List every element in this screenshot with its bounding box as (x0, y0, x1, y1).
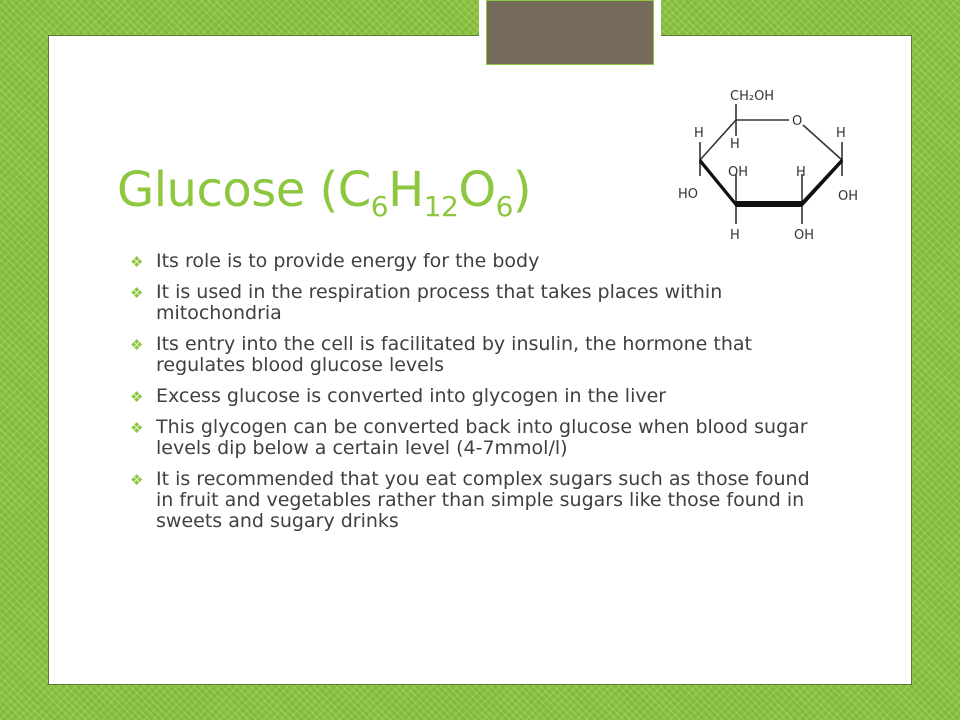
oh-bottom-label: OH (794, 228, 815, 243)
ho-left-label: HO (678, 187, 699, 202)
decorative-tab-fill (486, 0, 654, 65)
bullet-item (130, 386, 820, 407)
h-left-label: H (694, 126, 704, 141)
diamond-bullet-icon: ❖ (130, 419, 144, 437)
diamond-bullet-icon: ❖ (130, 336, 144, 354)
bullet-item (130, 334, 820, 376)
title-text: Glucose (C (117, 162, 371, 218)
h-right-label: H (836, 126, 846, 141)
diamond-bullet-icon: ❖ (130, 388, 144, 406)
title-subscript-c: 6 (370, 190, 389, 223)
h-c2-label: H (796, 165, 806, 180)
diamond-bullet-icon: ❖ (130, 471, 144, 489)
title-h: H (388, 162, 424, 218)
bullet-text: Excess glucose is converted into glycogen in the liver (156, 385, 667, 407)
bullet-text: Its role is to provide energy for the body (156, 250, 540, 272)
h-c4-label: H (730, 137, 740, 152)
diamond-bullet-icon: ❖ (130, 253, 144, 271)
bullet-item (130, 251, 820, 272)
bullet-text: Its entry into the cell is facilitated by insulin, the hormone that regulates blood glucose levels (156, 333, 752, 376)
diamond-bullet-icon: ❖ (130, 284, 144, 302)
decorative-tab (479, 0, 661, 72)
oh-right-label: OH (838, 189, 859, 204)
glucose-structure-diagram (672, 84, 872, 246)
title-subscript-o: 6 (495, 190, 513, 223)
bullet-item (130, 282, 820, 324)
title-subscript-h: 12 (423, 190, 459, 223)
h-bottom-left-label: H (730, 228, 740, 243)
bullet-text: It is used in the respiration process that takes places within mitochondria (156, 281, 723, 324)
bullet-item (130, 469, 820, 532)
bullet-text: This glycogen can be converted back into glucose when blood sugar levels dip below a certain level (4-7mmol/l) (156, 416, 808, 459)
bullet-list (130, 251, 820, 542)
oh-c3-label: OH (728, 165, 749, 180)
ch2oh-label: CH₂OH (730, 89, 775, 104)
title-close: ) (512, 162, 532, 218)
bullet-text: It is recommended that you eat complex sugars such as those found in fruit and vegetables rather than simple sugars like those found in sweets and sugary drinks (156, 468, 810, 532)
bullet-item (130, 417, 820, 459)
slide-title (117, 160, 532, 223)
ring-oxygen-label: O (792, 114, 803, 129)
title-o: O (458, 162, 496, 218)
